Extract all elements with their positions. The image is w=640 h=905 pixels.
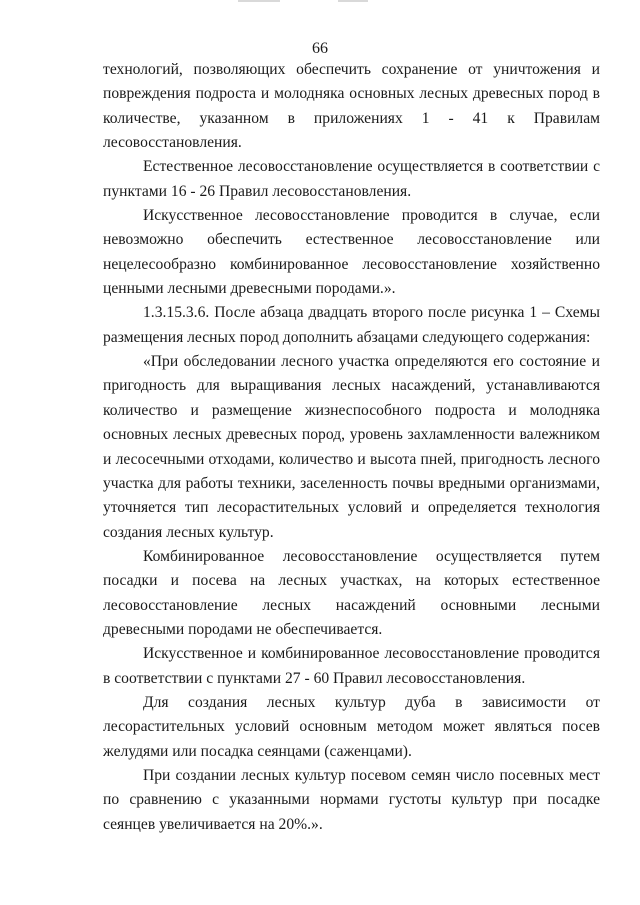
paragraph: Комбинированное лесовосстановление осуществляется путем посадки и посева на лесных участках, на которых естественное лесовосстановление лесных насаждений основными лесными древесными породами не обеспечивается. — [103, 547, 600, 638]
scan-artifact — [238, 0, 280, 2]
paragraph: Искусственное и комбинированное лесовосстановление проводится в соответствии с пунктами 27 - 60 Правил лесовосстановления. — [103, 645, 600, 687]
page-number: 66 — [312, 40, 328, 57]
paragraph: Искусственное лесовосстановление проводится в случае, если невозможно обеспечить естественное лесовосстановление или нецелесообразно комбинированное лесовосстановление хозяйственно ценными лесными древесными породами.». — [103, 207, 600, 298]
paragraph: Для создания лесных культур дуба в зависимости от лесорастительных условий основным методом может являться посев желудями или посадка сеянцами (саженцами). — [103, 693, 600, 760]
paragraph: технологий, позволяющих обеспечить сохранение от уничтожения и повреждения подроста и молодняка основных лесных древесных пород в количестве, указанном в приложениях 1 - 41 к Правилам лесовосстановления. — [103, 61, 600, 152]
paragraph: 1.3.15.3.6. После абзаца двадцать второго после рисунка 1 – Схемы размещения лесных пород дополнить абзацами следующего содержания: — [103, 304, 600, 346]
paragraph: Естественное лесовосстановление осуществляется в соответствии с пунктами 16 - 26 Правил лесовосстановления. — [103, 158, 600, 200]
paragraph: «При обследовании лесного участка определяются его состояние и пригодность для выращивания лесных насаждений, устанавливаются количество и размещение жизнеспособного подроста и молодняка основных лесных древесных пород, уровень захламленности валежником и лесосечными отходами, количество и высота пней, пригодность лесного участка для работы техники, заселенность почвы вредными организмами, уточняется тип лесорастительных условий и определяется технология создания лесных культур. — [103, 353, 600, 541]
paragraph: При создании лесных культур посевом семян число посевных мест по сравнению с указанными нормами густоты культур при посадке сеянцев увеличивается на 20%.». — [103, 766, 600, 833]
document-body — [103, 58, 600, 837]
scan-artifact — [338, 0, 368, 2]
